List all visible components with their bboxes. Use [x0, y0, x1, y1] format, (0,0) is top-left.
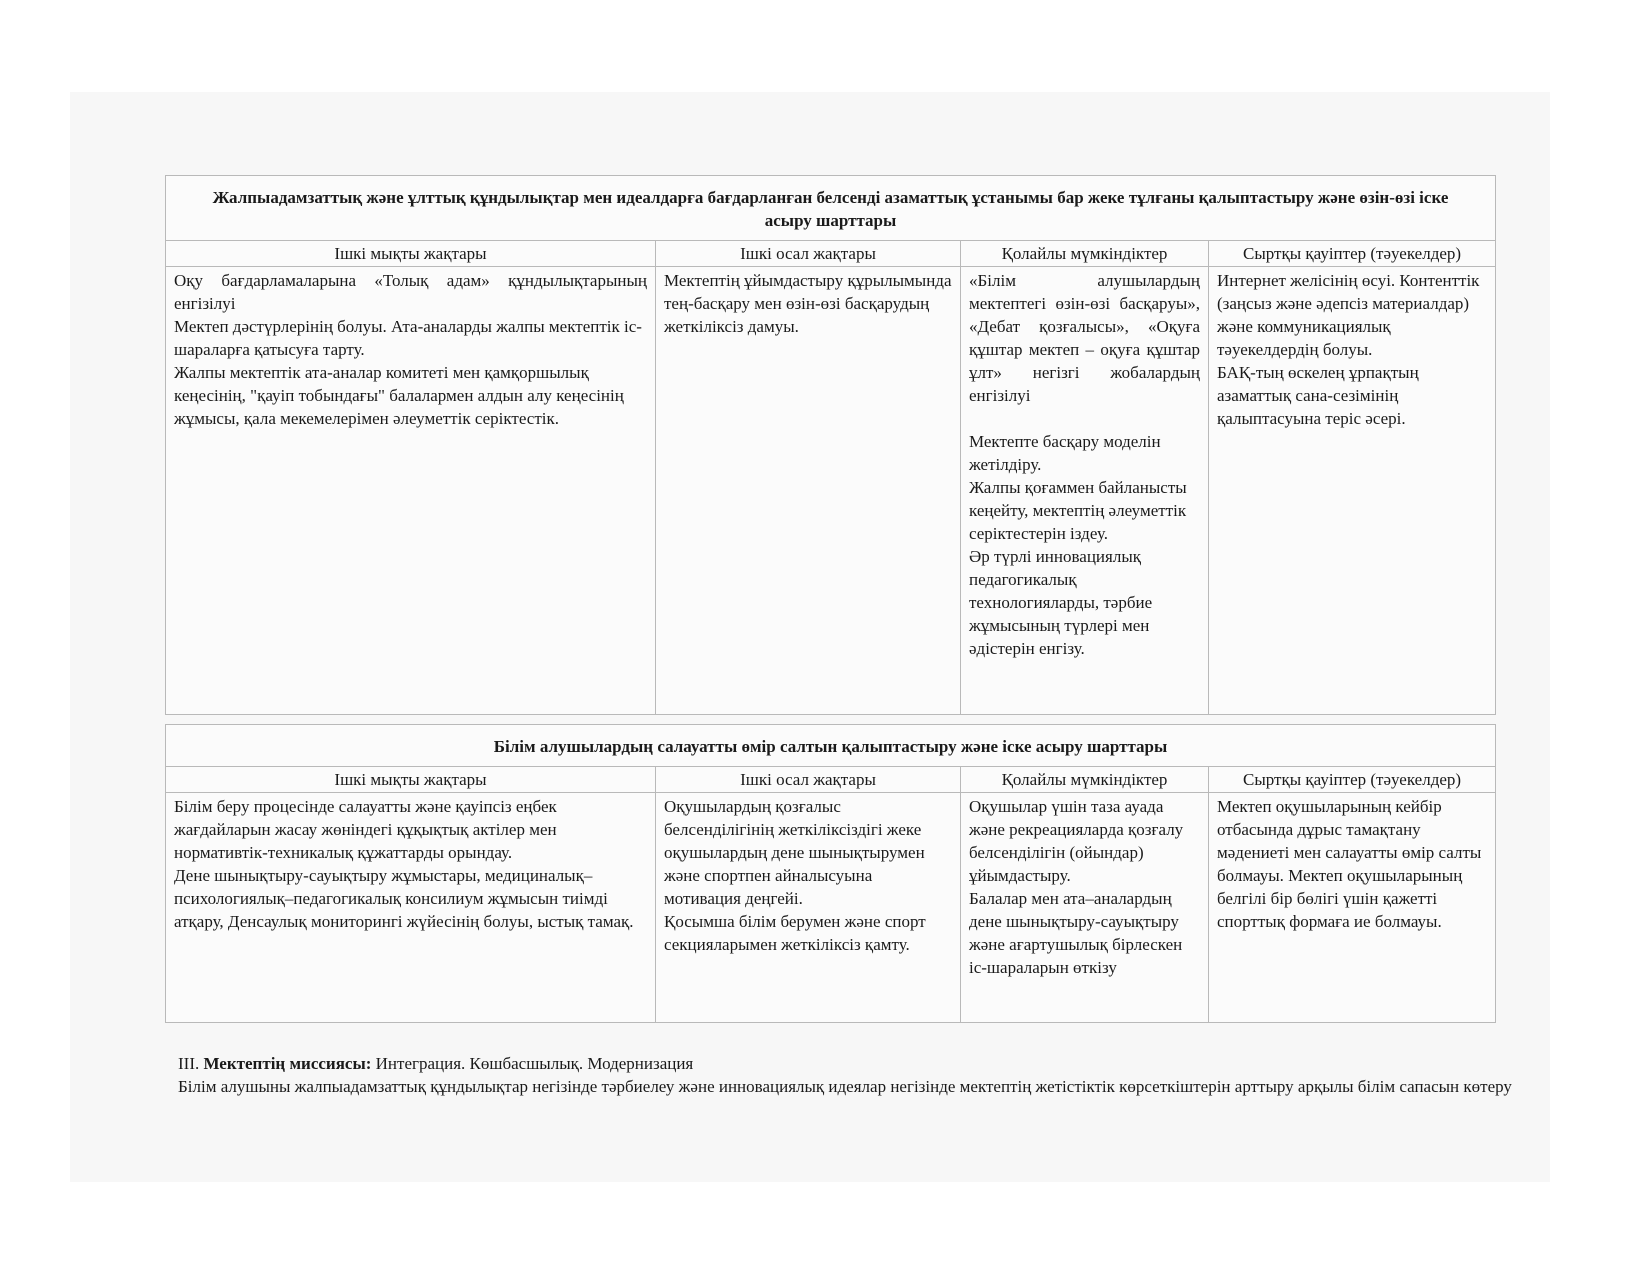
swot-table-health: [165, 724, 1496, 1023]
weakness-item: Оқушылардың қозғалыс белсенділігінің жеткіліксіздігі жеке оқушылардың дене шынықтырумен және спортпен айналысуына мотивация деңгейі.: [664, 797, 925, 908]
strength-item: Мектеп дәстүрлерінің болуы. Ата-аналарды жалпы мектептік іс-шараларға қатысуға тарту.: [174, 317, 642, 359]
opportunity-item: Жалпы қоғаммен байланысты кеңейту, мектептің әлеуметтік серіктестерін іздеу.: [969, 478, 1187, 543]
strengths-cell: [166, 267, 656, 715]
strengths-cell: [166, 793, 656, 1023]
header-strengths: Ішкі мықты жақтары: [166, 767, 656, 793]
header-opportunities: Қолайлы мүмкіндіктер: [961, 241, 1209, 267]
header-threats: Сыртқы қауіптер (тәуекелдер): [1209, 767, 1496, 793]
weakness-item: Мектептің ұйымдастыру құрылымында тең-басқару мен өзін-өзі басқарудың жеткіліксіз дамуы.: [664, 271, 952, 336]
opportunity-item: Әр түрлі инновациялық педагогикалық технологияларды, тәрбие жұмысының түрлері мен әдістерін енгізу.: [969, 547, 1153, 658]
strength-item: Білім беру процесінде салауатты және қауіпсіз еңбек жағдайларын жасау жөніндегі құқықтық актілер мен нормативтік-техникалық құжаттарды орындау.: [174, 797, 557, 862]
mission-label: Мектептің миссиясы:: [203, 1054, 372, 1073]
threat-item: Интернет желісінің өсуі. Контенттік (заңсыз және әдепсіз материалдар) және коммуникациялық тәуекелдердің болуы.: [1217, 271, 1480, 359]
threat-item: БАҚ-тың өскелең ұрпақтың азаматтық сана-сезімінің қалыптасуына теріс әсері.: [1217, 363, 1419, 428]
mission-block: [178, 1052, 1518, 1098]
weaknesses-cell: [656, 267, 961, 715]
mission-heading: [178, 1052, 1518, 1075]
threats-cell: [1209, 267, 1496, 715]
swot-table-civic: [165, 175, 1496, 715]
opportunity-item: «Білім алушылардың мектептегі өзін-өзі басқаруы», «Дебат қозғалысы», «Оқуға құштар мектеп – оқуға құштар ұлт» негізгі жобалардың енгізілуі: [969, 271, 1200, 405]
strength-item: Оқу бағдарламаларына «Толық адам» құндылықтарының енгізілуі: [174, 271, 647, 313]
opportunity-item: Балалар мен ата–аналардың дене шынықтыру-сауықтыру және ағартушылық бірлескен іс-шараларын өткізу: [969, 889, 1183, 977]
header-threats: Сыртқы қауіптер (тәуекелдер): [1209, 241, 1496, 267]
threats-cell: [1209, 793, 1496, 1023]
opportunities-cell: [961, 267, 1209, 715]
weaknesses-cell: [656, 793, 961, 1023]
header-weaknesses: Ішкі осал жақтары: [656, 767, 961, 793]
opportunity-item: Мектепте басқару моделін жетілдіру.: [969, 432, 1161, 474]
mission-values: Интеграция. Көшбасшылық. Модернизация: [371, 1054, 694, 1073]
threat-item: Мектеп оқушыларының кейбір отбасында дұрыс тамақтану мәдениеті мен салауатты өмір салты болмауы. Мектеп оқушыларының белгілі бір бөлігі үшін қажетті спорттық формаға ие болмауы.: [1217, 797, 1482, 931]
weakness-item: Қосымша білім берумен және спорт секцияларымен жеткіліксіз қамту.: [664, 912, 926, 954]
spacer: [969, 407, 1200, 430]
header-strengths: Ішкі мықты жақтары: [166, 241, 656, 267]
section-title: Жалпыадамзаттық және ұлттық құндылықтар мен идеалдарға бағдарланған белсенді азаматтық ұстанымы бар жеке тұлғаны қалыптастыру және өзін-өзі іске асыру шарттары: [166, 176, 1496, 241]
section-number: III.: [178, 1054, 204, 1073]
header-weaknesses: Ішкі осал жақтары: [656, 241, 961, 267]
header-opportunities: Қолайлы мүмкіндіктер: [961, 767, 1209, 793]
strength-item: Дене шынықтыру-сауықтыру жұмыстары, медициналық–психологиялық–педагогикалық консилиум жұмысын тиімді атқару, Денсаулық мониторингі жүйесінің болуы, ыстық тамақ.: [174, 866, 634, 931]
opportunities-cell: [961, 793, 1209, 1023]
strength-item: Жалпы мектептік ата-аналар комитеті мен қамқоршылық кеңесінің, "қауіп тобындағы" балалармен алдын алу кеңесінің жұмысы, қала мекемелерімен әлеуметтік серіктестік.: [174, 363, 624, 428]
mission-text: Білім алушыны жалпыадамзаттық құндылықтар негізінде тәрбиелеу және инновациялық идеялар негізінде мектептің жетістіктік көрсеткіштерін арттыру арқылы білім сапасын көтеру: [178, 1077, 1512, 1096]
opportunity-item: Оқушылар үшін таза ауада және рекреацияларда қозғалу белсенділігін (ойындар) ұйымдастыру.: [969, 797, 1184, 885]
section-title: Білім алушылардың салауатты өмір салтын қалыптастыру және іске асыру шарттары: [166, 725, 1496, 767]
